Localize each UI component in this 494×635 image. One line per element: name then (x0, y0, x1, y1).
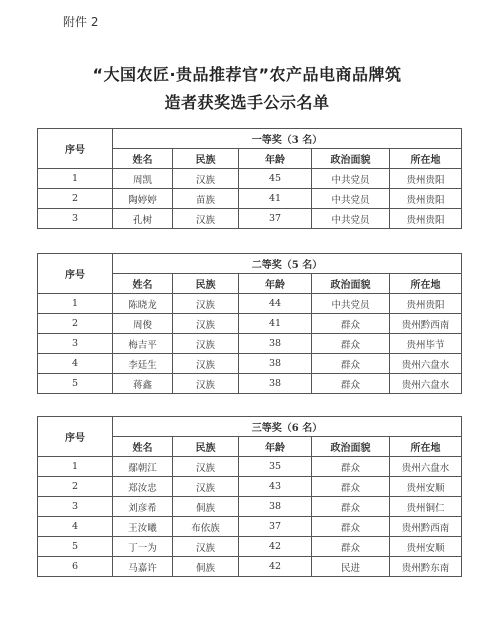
cell-ethnicity: 汉族 (173, 314, 239, 334)
cell-location: 贵州铜仁 (390, 497, 462, 517)
cell-political-status: 群众 (312, 497, 390, 517)
table-row (38, 334, 462, 354)
cell-ethnicity: 汉族 (173, 457, 239, 477)
cell-seq: 3 (38, 209, 113, 229)
prize-level-title: 三等奖（6 名） (113, 417, 462, 437)
cell-name: 蒋鑫 (113, 374, 173, 394)
cell-location: 贵州黔西南 (390, 517, 462, 537)
prize-level-title: 二等奖（5 名） (113, 254, 462, 274)
cell-ethnicity: 汉族 (173, 374, 239, 394)
cell-political-status: 群众 (312, 457, 390, 477)
col-header-age: 年龄 (239, 149, 312, 169)
col-header-political-status: 政治面貌 (312, 274, 390, 294)
cell-location: 贵州六盘水 (390, 457, 462, 477)
table-row (38, 354, 462, 374)
cell-name: 马嘉许 (113, 557, 173, 577)
cell-age: 38 (239, 374, 312, 394)
cell-seq: 3 (38, 334, 113, 354)
cell-name: 梅吉平 (113, 334, 173, 354)
cell-seq: 2 (38, 314, 113, 334)
cell-location: 贵州六盘水 (390, 374, 462, 394)
cell-age: 42 (239, 557, 312, 577)
cell-seq: 1 (38, 294, 113, 314)
col-header-name: 姓名 (113, 274, 173, 294)
cell-seq: 6 (38, 557, 113, 577)
cell-seq: 4 (38, 354, 113, 374)
cell-political-status: 群众 (312, 334, 390, 354)
col-header-name: 姓名 (113, 149, 173, 169)
cell-political-status: 民进 (312, 557, 390, 577)
cell-age: 42 (239, 537, 312, 557)
cell-name: 陈晓龙 (113, 294, 173, 314)
cell-age: 35 (239, 457, 312, 477)
cell-ethnicity: 汉族 (173, 477, 239, 497)
cell-seq: 4 (38, 517, 113, 537)
cell-seq: 3 (38, 497, 113, 517)
cell-age: 38 (239, 354, 312, 374)
table-row (38, 209, 462, 229)
seq-header: 序号 (38, 129, 113, 169)
cell-name: 刘彦希 (113, 497, 173, 517)
table-row (38, 189, 462, 209)
cell-seq: 1 (38, 169, 113, 189)
cell-name: 李廷生 (113, 354, 173, 374)
cell-age: 38 (239, 334, 312, 354)
cell-age: 41 (239, 189, 312, 209)
col-header-political-status: 政治面貌 (312, 437, 390, 457)
cell-name: 孔树 (113, 209, 173, 229)
cell-ethnicity: 布依族 (173, 517, 239, 537)
col-header-age: 年龄 (239, 437, 312, 457)
cell-age: 37 (239, 517, 312, 537)
document-title-line-1: “大国农匠·贵品推荐官”农产品电商品牌筑 (92, 65, 402, 84)
cell-political-status: 中共党员 (312, 169, 390, 189)
cell-location: 贵州黔西南 (390, 314, 462, 334)
cell-political-status: 群众 (312, 517, 390, 537)
col-header-ethnicity: 民族 (173, 437, 239, 457)
cell-age: 41 (239, 314, 312, 334)
cell-name: 王汝曦 (113, 517, 173, 537)
cell-political-status: 中共党员 (312, 189, 390, 209)
cell-ethnicity: 汉族 (173, 169, 239, 189)
col-header-ethnicity: 民族 (173, 149, 239, 169)
cell-political-status: 群众 (312, 314, 390, 334)
first-prize-table (37, 128, 462, 229)
cell-ethnicity: 侗族 (173, 557, 239, 577)
second-prize-table (37, 253, 462, 394)
table-row (38, 314, 462, 334)
document-title-line-2: 造者获奖选手公示名单 (164, 93, 330, 112)
cell-name: 鄢朝江 (113, 457, 173, 477)
cell-political-status: 群众 (312, 354, 390, 374)
cell-ethnicity: 汉族 (173, 354, 239, 374)
cell-location: 贵州六盘水 (390, 354, 462, 374)
cell-political-status: 群众 (312, 374, 390, 394)
col-header-location: 所在地 (390, 149, 462, 169)
cell-ethnicity: 汉族 (173, 209, 239, 229)
col-header-political-status: 政治面貌 (312, 149, 390, 169)
cell-ethnicity: 汉族 (173, 537, 239, 557)
seq-header: 序号 (38, 417, 113, 457)
cell-political-status: 中共党员 (312, 209, 390, 229)
cell-location: 贵州贵阳 (390, 294, 462, 314)
cell-ethnicity: 汉族 (173, 294, 239, 314)
cell-seq: 2 (38, 477, 113, 497)
col-header-age: 年龄 (239, 274, 312, 294)
prize-level-title: 一等奖（3 名） (113, 129, 462, 149)
cell-name: 周凯 (113, 169, 173, 189)
cell-age: 37 (239, 209, 312, 229)
cell-ethnicity: 汉族 (173, 334, 239, 354)
cell-location: 贵州贵阳 (390, 209, 462, 229)
table-row (38, 477, 462, 497)
cell-age: 38 (239, 497, 312, 517)
cell-political-status: 群众 (312, 477, 390, 497)
cell-name: 陶婷婷 (113, 189, 173, 209)
cell-location: 贵州贵阳 (390, 189, 462, 209)
col-header-ethnicity: 民族 (173, 274, 239, 294)
cell-name: 丁一为 (113, 537, 173, 557)
cell-ethnicity: 苗族 (173, 189, 239, 209)
table-row (38, 169, 462, 189)
cell-political-status: 中共党员 (312, 294, 390, 314)
cell-location: 贵州贵阳 (390, 169, 462, 189)
cell-age: 45 (239, 169, 312, 189)
cell-political-status: 群众 (312, 537, 390, 557)
col-header-location: 所在地 (390, 437, 462, 457)
col-header-location: 所在地 (390, 274, 462, 294)
cell-ethnicity: 侗族 (173, 497, 239, 517)
third-prize-table (37, 416, 462, 577)
cell-seq: 2 (38, 189, 113, 209)
cell-age: 44 (239, 294, 312, 314)
table-row (38, 294, 462, 314)
cell-location: 贵州毕节 (390, 334, 462, 354)
cell-location: 贵州安顺 (390, 537, 462, 557)
cell-seq: 5 (38, 374, 113, 394)
cell-name: 郑汝忠 (113, 477, 173, 497)
cell-seq: 1 (38, 457, 113, 477)
cell-name: 周俊 (113, 314, 173, 334)
cell-location: 贵州安顺 (390, 477, 462, 497)
table-row (38, 537, 462, 557)
attachment-label: 附件 2 (63, 15, 99, 29)
cell-age: 43 (239, 477, 312, 497)
cell-seq: 5 (38, 537, 113, 557)
table-row (38, 517, 462, 537)
col-header-name: 姓名 (113, 437, 173, 457)
cell-location: 贵州黔东南 (390, 557, 462, 577)
table-row (38, 497, 462, 517)
table-row (38, 374, 462, 394)
table-row (38, 457, 462, 477)
seq-header: 序号 (38, 254, 113, 294)
table-row (38, 557, 462, 577)
